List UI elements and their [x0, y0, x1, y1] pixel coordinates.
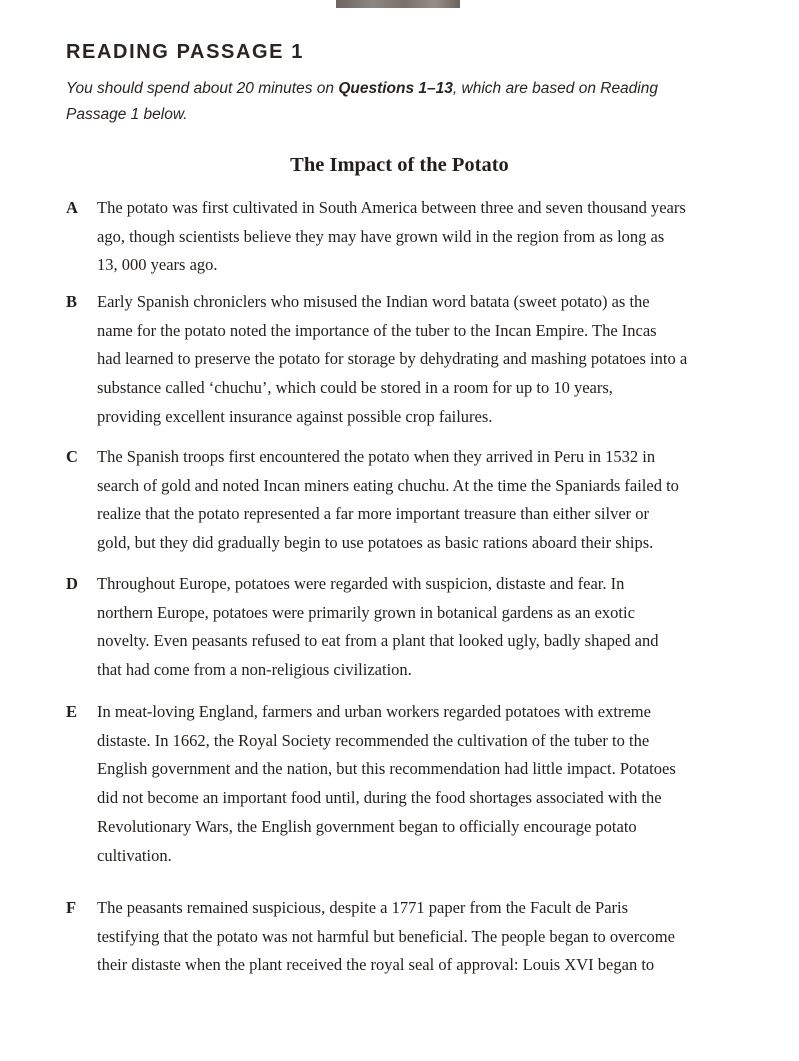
paragraph-text [97, 698, 756, 870]
paragraph-text [97, 194, 756, 280]
instructions-line2: Passage 1 below. [66, 106, 188, 123]
paragraph-a [66, 194, 756, 280]
passage-title: The Impact of the Potato [290, 154, 509, 176]
section-heading: READING PASSAGE 1 [66, 41, 304, 63]
paragraph-line: Throughout Europe, potatoes were regarded with suspicion, distaste and fear. In [97, 574, 625, 593]
paragraph-line: providing excellent insurance against possible crop failures. [97, 406, 493, 426]
paragraph-line: that had come from a non-religious civilization. [97, 660, 412, 680]
paragraph-letter: C [66, 447, 78, 466]
paragraph-f [66, 894, 756, 980]
paragraph-line: The peasants remained suspicious, despite a 1771 paper from the Facult de Paris [97, 898, 629, 917]
instructions-prefix: You should spend about 20 minutes on [66, 80, 339, 97]
paragraph-b [66, 288, 756, 432]
paragraph-text [97, 570, 756, 685]
paragraph-line: Revolutionary Wars, the English government began to officially encourage potato [97, 816, 637, 836]
paragraph-line: The Spanish troops first encountered the potato when they arrived in Peru in 1532 in [97, 447, 656, 466]
paragraph-line: 13, 000 years ago. [97, 255, 218, 275]
paragraph-letter: E [66, 702, 78, 721]
paragraph-line: northern Europe, potatoes were primarily grown in botanical gardens as an exotic [97, 602, 635, 622]
top-illustration-fragment [336, 0, 460, 8]
paragraph-line: substance called ‘chuchu’, which could be stored in a room for up to 10 years, [97, 378, 613, 398]
paragraph-text [97, 288, 756, 432]
paragraph-line: gold, but they did gradually begin to use potatoes as basic rations aboard their ships. [97, 533, 654, 553]
paragraph-letter: F [66, 898, 77, 917]
paragraph-line: The potato was first cultivated in South America between three and seven thousand years [97, 198, 686, 217]
paragraph-line: name for the potato noted the importance of the tuber to the Incan Empire. The Incas [97, 320, 657, 340]
paragraph-letter: A [66, 198, 78, 217]
paragraph-line: search of gold and noted Incan miners eating chuchu. At the time the Spaniards failed to [97, 475, 679, 495]
paragraph-line: realize that the potato represented a far more important treasure than either silver or [97, 504, 650, 524]
paragraph-line: had learned to preserve the potato for storage by dehydrating and mashing potatoes into a [97, 349, 688, 369]
paragraph-line: In meat-loving England, farmers and urban workers regarded potatoes with extreme [97, 702, 651, 721]
paragraph-line: novelty. Even peasants refused to eat from a plant that looked ugly, badly shaped and [97, 631, 659, 651]
instructions-suffix: , which are based on Reading [452, 80, 658, 97]
paragraph-line: ago, though scientists believe they may have grown wild in the region from as long as [97, 226, 665, 246]
paragraph-line: English government and the nation, but this recommendation had little impact. Potatoes [97, 759, 676, 779]
paragraph-d [66, 570, 756, 685]
paragraph-line: distaste. In 1662, the Royal Society recommended the cultivation of the tuber to the [97, 730, 650, 750]
instructions-questions-range: Questions 1–13 [338, 80, 453, 97]
paragraph-line: Early Spanish chroniclers who misused the Indian word batata (sweet potato) as the [97, 292, 650, 311]
paragraph-line: testifying that the potato was not harmful but beneficial. The people began to overcome [97, 926, 675, 946]
paragraph-e [66, 698, 756, 870]
paragraph-letter: D [66, 574, 78, 593]
instructions [66, 76, 746, 128]
paragraph-line: cultivation. [97, 845, 172, 865]
paragraph-text [97, 443, 756, 558]
paragraph-c [66, 443, 756, 558]
paragraph-line: did not become an important food until, during the food shortages associated with the [97, 788, 662, 808]
paragraph-text [97, 894, 756, 980]
paragraph-line: their distaste when the plant received the royal seal of approval: Louis XVI began to [97, 955, 655, 975]
paragraph-letter: B [66, 292, 78, 311]
